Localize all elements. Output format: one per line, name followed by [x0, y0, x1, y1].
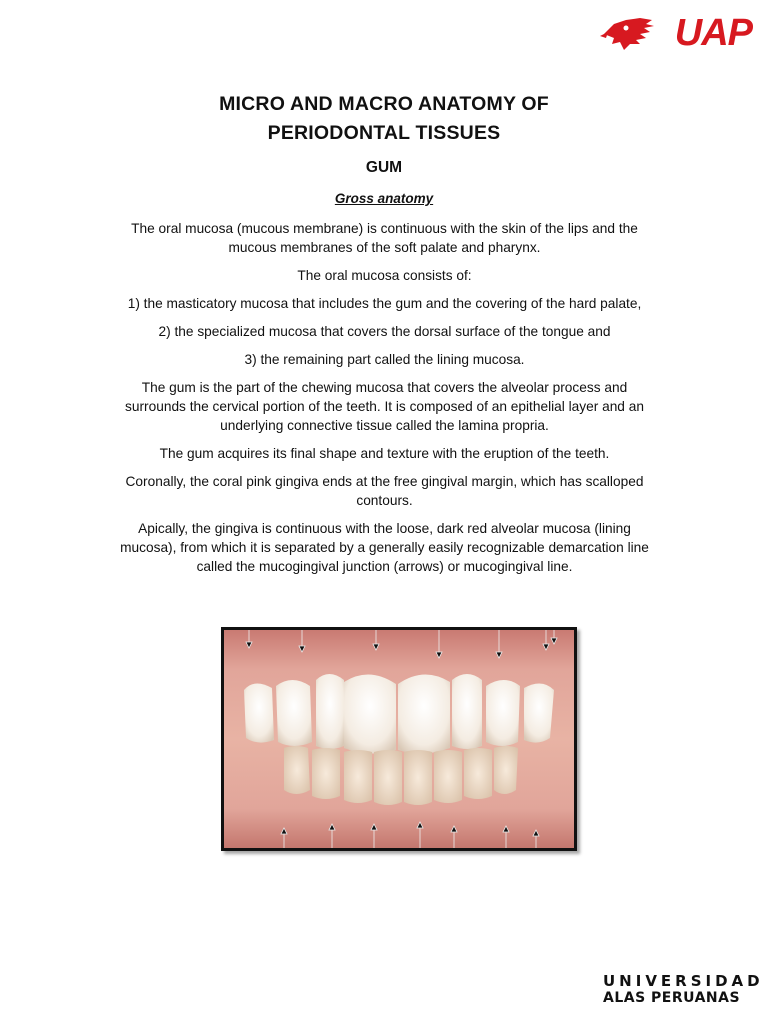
paragraph: The gum acquires its final shape and texture with the eruption of the teeth. — [159, 446, 610, 461]
university-logo — [603, 972, 764, 1007]
uap-logo-text: UAP — [674, 12, 752, 54]
paragraph: 3) the remaining part called the lining mucosa. — [244, 352, 525, 367]
title-line-2: PERIODONTAL TISSUES — [267, 122, 501, 144]
university-line-1: UNIVERSIDAD — [603, 972, 764, 990]
paragraph: 1) the masticatory mucosa that includes the gum and the covering of the hard palate, — [127, 296, 642, 311]
paragraph: Coronally, the coral pink gingiva ends at the free gingival margin, which has scalloped contours. — [125, 474, 644, 508]
body-text — [112, 219, 657, 585]
university-line-2: ALAS PERUANAS — [603, 990, 741, 1006]
paragraph: The oral mucosa (mucous membrane) is continuous with the skin of the lips and the mucous membranes of the soft palate and pharynx. — [131, 221, 638, 255]
document-title — [0, 90, 768, 148]
subsection-heading: Gross anatomy — [334, 191, 434, 206]
title-line-1: MICRO AND MACRO ANATOMY OF — [219, 93, 549, 115]
paragraph: Apically, the gingiva is continuous with the loose, dark red alveolar mucosa (lining mucosa), from which it is separated by a generally easily recognizable demarcation line called the mucogingival junction (arrows) or mucogingival line. — [120, 521, 649, 574]
teeth-gingiva-photo — [221, 627, 577, 851]
paragraph: The gum is the part of the chewing mucosa that covers the alveolar process and surrounds the cervical portion of the teeth. It is composed of an epithelial layer and an underlying connective tissue called the lamina propria. — [125, 380, 644, 433]
photo-of-teeth-icon — [224, 630, 574, 848]
section-heading: GUM — [365, 159, 403, 176]
paragraph: The oral mucosa consists of: — [297, 268, 472, 283]
paragraph: 2) the specialized mucosa that covers the dorsal surface of the tongue and — [158, 324, 611, 339]
uap-logo — [596, 10, 756, 56]
